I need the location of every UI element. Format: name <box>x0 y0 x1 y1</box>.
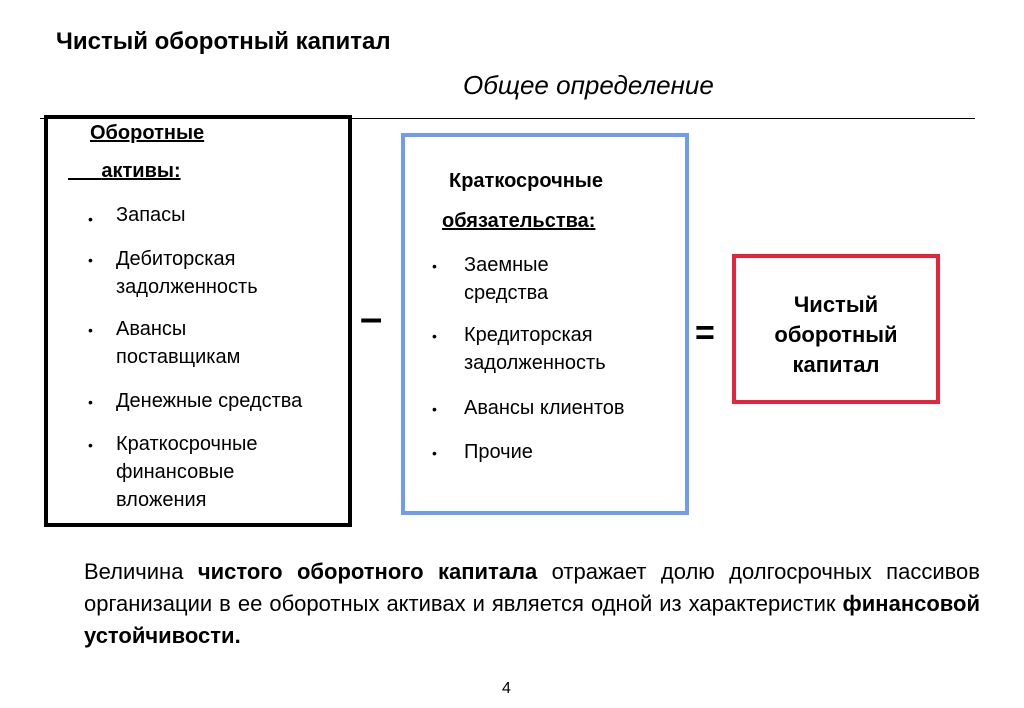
bullet-icon: • <box>88 322 93 338</box>
bullet-icon: • <box>432 401 437 417</box>
definition-paragraph: Величина чистого оборотного капитала отражает долю долгосрочных пассивов организации в ее оборотных активах и является одной из характеристик финансовой устойчивости. <box>84 559 980 648</box>
page-subtitle: Общее определение <box>463 70 714 100</box>
assets-heading-line1: Оборотные <box>90 122 205 144</box>
bullet-icon: • <box>88 394 93 410</box>
liabilities-heading-line2: обязательства: <box>442 210 596 232</box>
bullet-icon: • <box>88 211 93 227</box>
result-label: Чистый оборотный капитал <box>774 292 898 377</box>
bullet-icon: • <box>432 445 437 461</box>
bullet-icon: • <box>88 437 93 453</box>
assets-heading-line2: активы: <box>101 160 181 182</box>
page-number: 4 <box>502 680 511 697</box>
page-title: Чистый оборотный капитал <box>56 28 391 55</box>
liabilities-heading-line1: Краткосрочные <box>449 170 603 192</box>
equals-operator: = <box>695 314 715 352</box>
bullet-icon: • <box>88 252 93 268</box>
minus-operator: – <box>360 296 383 340</box>
bullet-icon: • <box>432 328 437 344</box>
bullet-icon: • <box>432 258 437 274</box>
